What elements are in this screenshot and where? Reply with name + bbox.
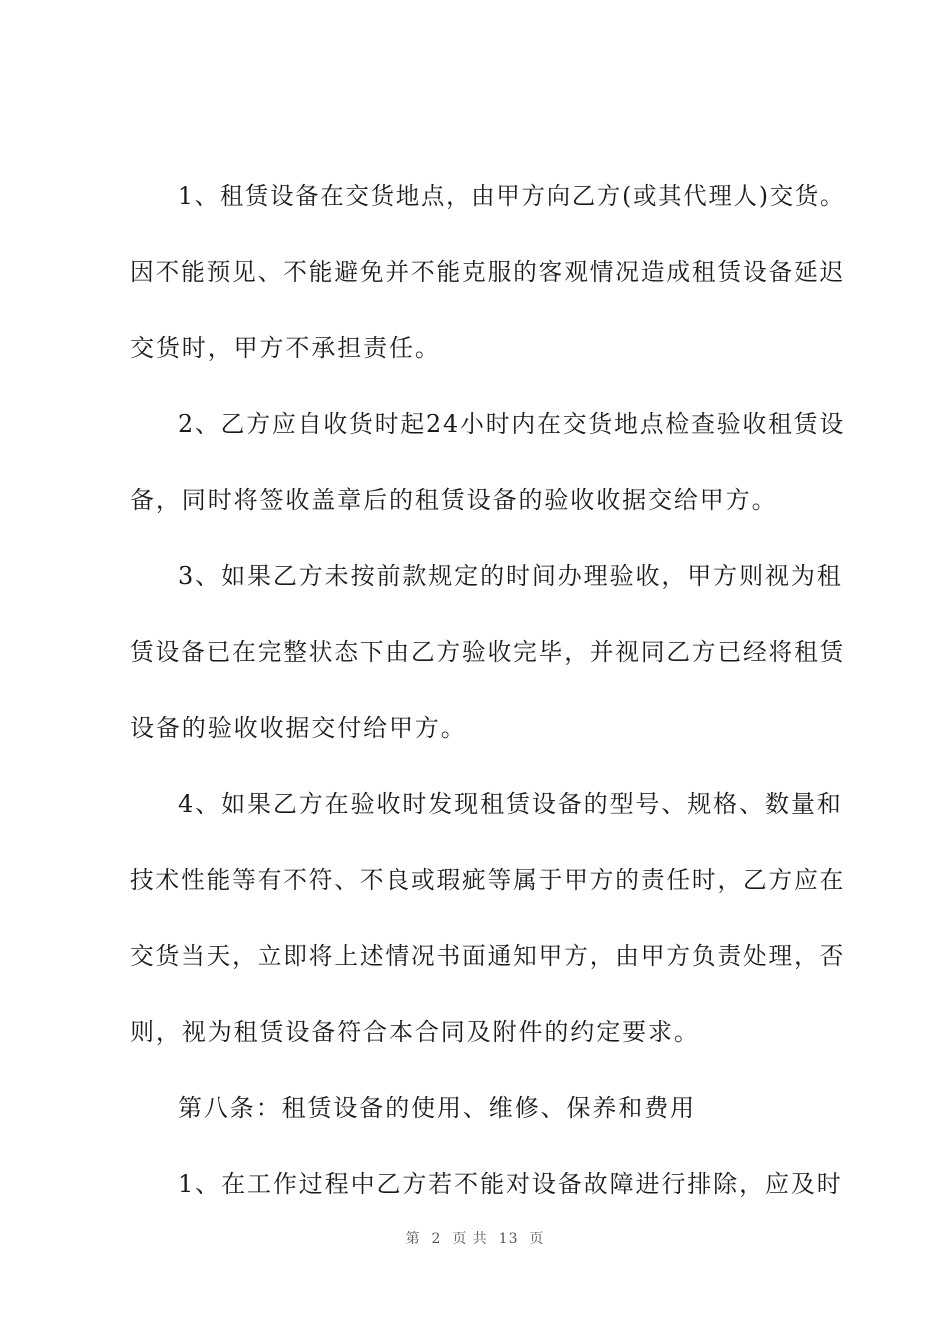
paragraph-line: 设备的验收收据交付给甲方。: [130, 714, 467, 742]
paragraph-line: 则，视为租赁设备符合本合同及附件的约定要求。: [130, 1018, 700, 1046]
paragraph-line: 备，同时将签收盖章后的租赁设备的验收收据交给甲方。: [130, 486, 778, 514]
section-heading: 第八条：租赁设备的使用、维修、保养和费用: [178, 1094, 696, 1122]
paragraph-line: 交货时，甲方不承担责任。: [130, 334, 441, 362]
paragraph-line: 2、乙方应自收货时起24小时内在交货地点检查验收租赁设: [178, 410, 846, 438]
paragraph-line: 3、如果乙方未按前款规定的时间办理验收，甲方则视为租: [178, 562, 843, 590]
paragraph-line: 技术性能等有不符、不良或瑕疵等属于甲方的责任时，乙方应在: [130, 866, 846, 894]
paragraph-line: 1、租赁设备在交货地点，由甲方向乙方(或其代理人)交货。: [178, 182, 846, 210]
paragraph-line: 因不能预见、不能避免并不能克服的客观情况造成租赁设备延迟: [130, 258, 846, 286]
page-number-footer: 第 2 页 共 13 页: [405, 1231, 545, 1247]
paragraph-line: 赁设备已在完整状态下由乙方验收完毕，并视同乙方已经将租赁: [130, 638, 846, 666]
paragraph-line: 交货当天，立即将上述情况书面通知甲方，由甲方负责处理，否: [130, 942, 846, 970]
paragraph-line: 4、如果乙方在验收时发现租赁设备的型号、规格、数量和: [178, 790, 843, 818]
paragraph-line: 1、在工作过程中乙方若不能对设备故障进行排除，应及时: [178, 1170, 843, 1198]
